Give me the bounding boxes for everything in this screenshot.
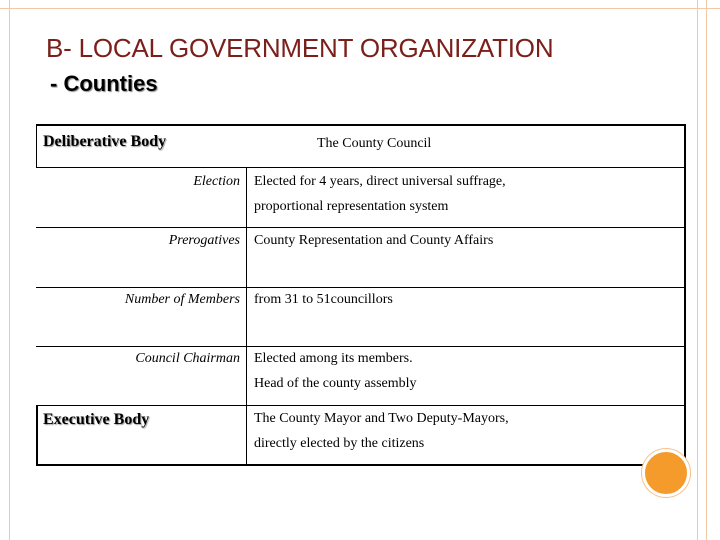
table-border-left-upper bbox=[36, 124, 37, 167]
slide-subtitle: - Counties bbox=[50, 71, 158, 96]
chairman-line-2: Head of the county assembly bbox=[254, 376, 417, 391]
table-border-bottom bbox=[36, 464, 686, 466]
prerogatives-label: Prerogatives bbox=[168, 233, 240, 248]
chairman-line-1: Elected among its members. bbox=[254, 351, 413, 366]
chairman-label: Council Chairman bbox=[135, 351, 240, 366]
members-label: Number of Members bbox=[124, 292, 240, 307]
members-line-1: from 31 to 51councillors bbox=[254, 292, 393, 307]
executive-line-2: directly elected by the citizens bbox=[254, 436, 425, 451]
table-column-divider bbox=[246, 167, 247, 466]
frame-line-right-2 bbox=[706, 0, 707, 540]
prerogatives-line-1: County Representation and County Affairs bbox=[254, 233, 494, 248]
election-line-2: proportional representation system bbox=[254, 199, 449, 214]
deliberative-body-value: The County Council bbox=[317, 136, 432, 151]
decorative-orange-circle bbox=[642, 449, 690, 497]
table-border-right bbox=[684, 124, 686, 466]
executive-line-1: The County Mayor and Two Deputy-Mayors, bbox=[254, 411, 509, 426]
frame-line-top bbox=[0, 8, 720, 9]
deliberative-body-label: Deliberative Body bbox=[43, 133, 167, 150]
frame-line-right-1 bbox=[697, 0, 698, 540]
slide-title: B- LOCAL GOVERNMENT ORGANIZATION bbox=[46, 33, 554, 63]
table-border-left-lower bbox=[36, 405, 38, 466]
table-border-top bbox=[36, 124, 686, 126]
election-label: Election bbox=[193, 174, 240, 189]
election-line-1: Elected for 4 years, direct universal suffrage, bbox=[254, 174, 506, 189]
frame-line-left bbox=[9, 0, 10, 540]
executive-body-label: Executive Body bbox=[43, 411, 150, 428]
county-table bbox=[36, 124, 686, 466]
table-row-divider-1 bbox=[36, 167, 686, 168]
